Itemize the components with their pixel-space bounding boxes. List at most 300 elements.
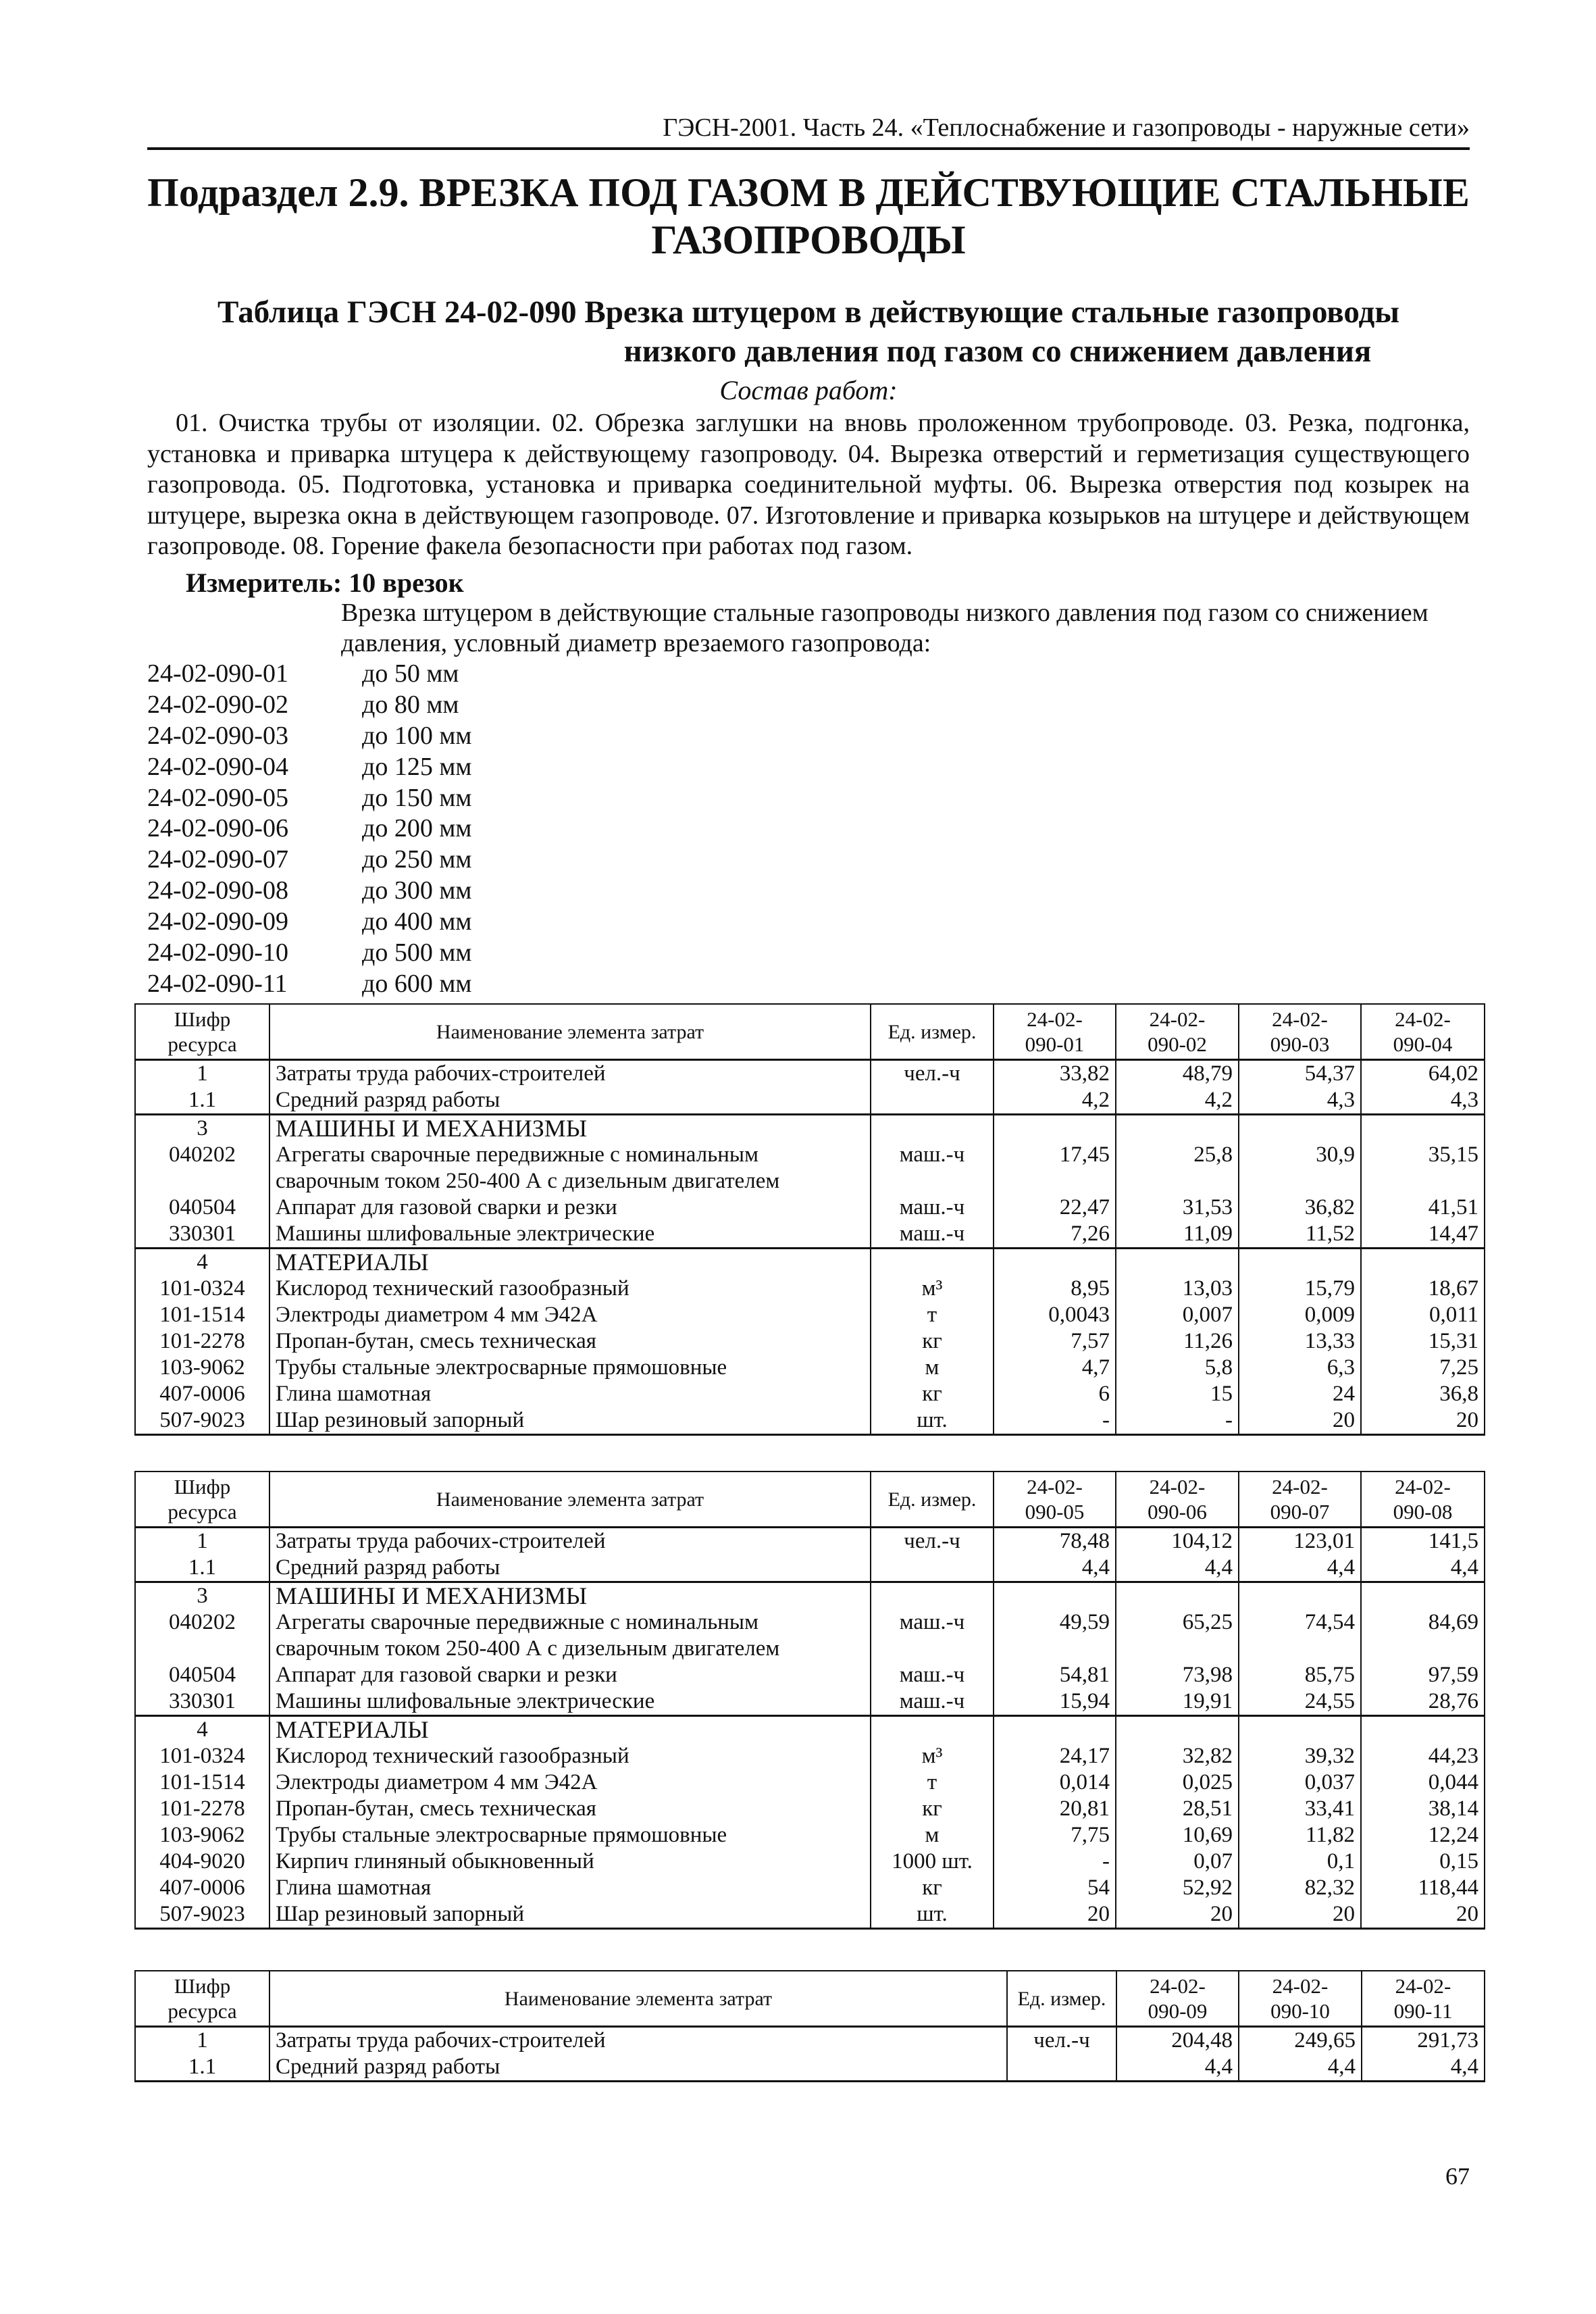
column-header-line: ресурса xyxy=(168,1999,237,2023)
resource-code: 4 xyxy=(135,1249,269,1276)
code-list-item xyxy=(147,876,471,907)
unit-cell xyxy=(871,1087,994,1115)
code-list-item xyxy=(147,938,471,969)
value-cell: 17,45 xyxy=(994,1142,1116,1168)
value-cell: 141,5 xyxy=(1361,1528,1485,1555)
value-cell xyxy=(1361,1115,1485,1142)
value-cell xyxy=(1239,1716,1361,1744)
cost-element-name: Машины шлифовальные электрические xyxy=(269,1221,871,1249)
value-cell: 10,69 xyxy=(1116,1822,1239,1848)
code-number: 24-02-090-11 xyxy=(147,969,288,998)
column-header-norm xyxy=(1239,1971,1362,2027)
column-header-line: 090-05 xyxy=(1025,1500,1085,1524)
table-row xyxy=(135,1115,1485,1142)
column-header-line: 24-02- xyxy=(1149,1475,1206,1499)
unit-cell: т xyxy=(871,1302,994,1328)
value-cell xyxy=(1239,1582,1361,1610)
unit-cell: маш.-ч xyxy=(871,1221,994,1249)
page-number: 67 xyxy=(1445,2163,1470,2190)
resource-code: 330301 xyxy=(135,1221,269,1249)
value-cell: 48,79 xyxy=(1116,1060,1239,1088)
resource-code: 101-2278 xyxy=(135,1796,269,1822)
column-header-line: 090-10 xyxy=(1270,1999,1330,2023)
value-cell: 11,52 xyxy=(1239,1221,1361,1249)
unit-cell: маш.-ч xyxy=(871,1688,994,1716)
column-header-name: Наименование элемента затрат xyxy=(269,1472,871,1528)
value-cell: 0,009 xyxy=(1239,1302,1361,1328)
column-header-line: 090-06 xyxy=(1148,1500,1207,1524)
value-cell: 22,47 xyxy=(994,1194,1116,1221)
section-title: МАТЕРИАЛЫ xyxy=(269,1716,871,1744)
value-cell xyxy=(1361,1716,1485,1744)
unit-cell: шт. xyxy=(871,1407,994,1435)
value-cell: 0,014 xyxy=(994,1769,1116,1796)
table-row xyxy=(135,1142,1485,1168)
value-cell: 4,3 xyxy=(1239,1087,1361,1115)
value-cell xyxy=(1116,1168,1239,1194)
value-cell: 82,32 xyxy=(1239,1875,1361,1901)
column-header-code xyxy=(135,1472,269,1528)
code-description: до 50 мм xyxy=(362,659,459,688)
value-cell: 36,82 xyxy=(1239,1194,1361,1221)
resource-code: 407-0006 xyxy=(135,1381,269,1407)
resource-code: 1.1 xyxy=(135,2054,269,2082)
value-cell: 35,15 xyxy=(1361,1142,1485,1168)
column-header-code xyxy=(135,1004,269,1060)
code-number: 24-02-090-07 xyxy=(147,845,288,874)
table-row xyxy=(135,1609,1485,1636)
value-cell: 4,7 xyxy=(994,1355,1116,1381)
code-number: 24-02-090-01 xyxy=(147,659,288,688)
value-cell: 41,51 xyxy=(1361,1194,1485,1221)
resource-code: 407-0006 xyxy=(135,1875,269,1901)
column-header-line: 090-02 xyxy=(1148,1032,1207,1056)
value-cell: 64,02 xyxy=(1361,1060,1485,1088)
value-cell xyxy=(994,1115,1116,1142)
cost-table-2 xyxy=(134,1471,1485,1930)
column-header-norm xyxy=(1361,1472,1485,1528)
value-cell: 78,48 xyxy=(994,1528,1116,1555)
cost-element-name: Агрегаты сварочные передвижные с номинальным xyxy=(269,1142,871,1168)
resource-code: 101-0324 xyxy=(135,1743,269,1769)
table-row xyxy=(135,1769,1485,1796)
table-row xyxy=(135,1848,1485,1875)
unit-cell xyxy=(871,1115,994,1142)
resource-code: 1 xyxy=(135,1528,269,1555)
table-row xyxy=(135,1168,1485,1194)
unit-cell: м³ xyxy=(871,1743,994,1769)
table-row xyxy=(135,1194,1485,1221)
value-cell: 0,007 xyxy=(1116,1302,1239,1328)
value-cell xyxy=(1116,1636,1239,1662)
value-cell: 15,94 xyxy=(994,1688,1116,1716)
value-cell: 20 xyxy=(1361,1407,1485,1435)
value-cell: 118,44 xyxy=(1361,1875,1485,1901)
resource-code: 101-2278 xyxy=(135,1328,269,1355)
column-header-norm xyxy=(1361,1004,1485,1060)
table-row xyxy=(135,1875,1485,1901)
value-cell xyxy=(1239,1636,1361,1662)
value-cell xyxy=(1361,1168,1485,1194)
value-cell: 0,0043 xyxy=(994,1302,1116,1328)
column-header-norm xyxy=(1239,1472,1361,1528)
value-cell: 15,31 xyxy=(1361,1328,1485,1355)
column-header-line: ресурса xyxy=(168,1500,237,1524)
code-number: 24-02-090-04 xyxy=(147,752,288,781)
column-header-unit: Ед. измер. xyxy=(871,1472,994,1528)
value-cell xyxy=(994,1582,1116,1610)
unit-cell: чел.-ч xyxy=(871,1528,994,1555)
value-cell: 28,76 xyxy=(1361,1688,1485,1716)
value-cell: 4,2 xyxy=(1116,1087,1239,1115)
column-header-unit: Ед. измер. xyxy=(1007,1971,1116,2027)
value-cell: 0,037 xyxy=(1239,1769,1361,1796)
code-list-item xyxy=(147,813,471,845)
section-title: МАШИНЫ И МЕХАНИЗМЫ xyxy=(269,1582,871,1610)
cost-element-name: Затраты труда рабочих-строителей xyxy=(269,1060,871,1088)
code-description: до 100 мм xyxy=(362,721,472,750)
column-header-line: 24-02- xyxy=(1395,1475,1451,1499)
value-cell: 44,23 xyxy=(1361,1743,1485,1769)
value-cell xyxy=(1116,1582,1239,1610)
unit-cell: кг xyxy=(871,1875,994,1901)
code-number: 24-02-090-09 xyxy=(147,907,288,936)
value-cell: 20 xyxy=(1116,1901,1239,1929)
code-number: 24-02-090-10 xyxy=(147,938,288,967)
resource-code: 404-9020 xyxy=(135,1848,269,1875)
value-cell: 31,53 xyxy=(1116,1194,1239,1221)
column-header-name: Наименование элемента затрат xyxy=(269,1004,871,1060)
cost-element-name: Машины шлифовальные электрические xyxy=(269,1688,871,1716)
value-cell: 18,67 xyxy=(1361,1276,1485,1302)
code-number: 24-02-090-03 xyxy=(147,721,288,750)
resource-code: 040202 xyxy=(135,1142,269,1168)
column-header-line: Шифр xyxy=(174,1007,231,1031)
value-cell: 104,12 xyxy=(1116,1528,1239,1555)
value-cell: 14,47 xyxy=(1361,1221,1485,1249)
code-description: до 200 мм xyxy=(362,814,472,843)
unit-cell xyxy=(1007,2054,1116,2082)
column-header-code xyxy=(135,1971,269,2027)
work-composition-heading: Состав работ: xyxy=(719,375,898,405)
value-cell xyxy=(994,1168,1116,1194)
cost-element-name: сварочным током 250-400 А с дизельным двигателем xyxy=(269,1636,871,1662)
column-header-line: 090-04 xyxy=(1393,1032,1453,1056)
column-header-line: 090-09 xyxy=(1148,1999,1208,2023)
value-cell: 54,37 xyxy=(1239,1060,1361,1088)
code-description: до 250 мм xyxy=(362,845,472,874)
value-cell: 24 xyxy=(1239,1381,1361,1407)
cost-element-name: Кирпич глиняный обыкновенный xyxy=(269,1848,871,1875)
code-number: 24-02-090-02 xyxy=(147,690,288,719)
value-cell: 4,4 xyxy=(1362,2054,1485,2082)
resource-code: 103-9062 xyxy=(135,1355,269,1381)
value-cell: 204,48 xyxy=(1116,2027,1239,2055)
meter-label: Измеритель: 10 врезок xyxy=(186,568,464,598)
resource-code: 507-9023 xyxy=(135,1407,269,1435)
cost-element-name: Аппарат для газовой сварки и резки xyxy=(269,1662,871,1688)
value-cell: 54 xyxy=(994,1875,1116,1901)
work-composition-text: 01. Очистка трубы от изоляции. 02. Обрезка заглушки на вновь проложенном трубопроводе. 03. Резка, подгонка, установка и приварка штуцера к действующему газопроводу. 04. Вырезка отверстий и герметизация существующего газопровода. 05. Подготовка, установка и приварка соединительной муфты. 06. Вырезка отверстия под козырек на штуцере, вырезка окна в действующем газопроводе. 07. Изготовление и приварка козырьков на штуцере и действующем газопроводе. 08. Горение факела безопасности при работах под газом. xyxy=(147,409,1470,560)
resource-code: 103-9062 xyxy=(135,1822,269,1848)
value-cell: 65,25 xyxy=(1116,1609,1239,1636)
value-cell: - xyxy=(994,1407,1116,1435)
value-cell xyxy=(1239,1168,1361,1194)
resource-code: 507-9023 xyxy=(135,1901,269,1929)
value-cell: 74,54 xyxy=(1239,1609,1361,1636)
value-cell: 19,91 xyxy=(1116,1688,1239,1716)
value-cell xyxy=(1116,1716,1239,1744)
code-list xyxy=(147,659,471,1000)
table-row xyxy=(135,1662,1485,1688)
value-cell: 4,2 xyxy=(994,1087,1116,1115)
unit-cell: маш.-ч xyxy=(871,1609,994,1636)
unit-cell: м³ xyxy=(871,1276,994,1302)
column-header-line: ресурса xyxy=(168,1032,237,1056)
resource-code: 3 xyxy=(135,1582,269,1610)
value-cell: 0,011 xyxy=(1361,1302,1485,1328)
value-cell: 20,81 xyxy=(994,1796,1116,1822)
value-cell: 20 xyxy=(1361,1901,1485,1929)
value-cell: 8,95 xyxy=(994,1276,1116,1302)
code-list-item xyxy=(147,690,471,721)
table-row xyxy=(135,1688,1485,1716)
value-cell: 39,32 xyxy=(1239,1743,1361,1769)
subsection-title xyxy=(147,169,1470,263)
column-header-line: 090-01 xyxy=(1025,1032,1085,1056)
cost-element-name: сварочным током 250-400 А с дизельным двигателем xyxy=(269,1168,871,1194)
unit-cell: т xyxy=(871,1769,994,1796)
value-cell: 33,82 xyxy=(994,1060,1116,1088)
column-header-line: 24-02- xyxy=(1149,1007,1206,1031)
cost-element-name: Глина шамотная xyxy=(269,1381,871,1407)
value-cell: 25,8 xyxy=(1116,1142,1239,1168)
cost-table-1 xyxy=(134,1003,1485,1436)
code-description: до 400 мм xyxy=(362,907,472,936)
cost-element-name: Шар резиновый запорный xyxy=(269,1407,871,1435)
value-cell: - xyxy=(994,1848,1116,1875)
value-cell xyxy=(1361,1249,1485,1276)
cost-element-name: Глина шамотная xyxy=(269,1875,871,1901)
table-row xyxy=(135,1901,1485,1929)
resource-code: 040504 xyxy=(135,1194,269,1221)
column-header-line: 24-02- xyxy=(1395,1007,1451,1031)
resource-code xyxy=(135,1636,269,1662)
column-header-line: 090-11 xyxy=(1393,1999,1453,2023)
value-cell xyxy=(1116,1249,1239,1276)
table-row xyxy=(135,1636,1485,1662)
value-cell: 32,82 xyxy=(1116,1743,1239,1769)
code-description: до 500 мм xyxy=(362,938,472,967)
value-cell: 7,75 xyxy=(994,1822,1116,1848)
value-cell: 4,3 xyxy=(1361,1087,1485,1115)
value-cell xyxy=(1361,1582,1485,1610)
cost-element-name: Трубы стальные электросварные прямошовные xyxy=(269,1822,871,1848)
value-cell: 11,26 xyxy=(1116,1328,1239,1355)
value-cell xyxy=(994,1636,1116,1662)
table-row xyxy=(135,1582,1485,1610)
value-cell: 97,59 xyxy=(1361,1662,1485,1688)
table-row xyxy=(135,1249,1485,1276)
table-row xyxy=(135,1796,1485,1822)
unit-cell: кг xyxy=(871,1328,994,1355)
value-cell: 33,41 xyxy=(1239,1796,1361,1822)
column-header-norm xyxy=(994,1472,1116,1528)
value-cell xyxy=(1116,1115,1239,1142)
value-cell: 38,14 xyxy=(1361,1796,1485,1822)
codes-intro: Врезка штуцером в действующие стальные газопроводы низкого давления под газом со снижением давления, условный диаметр врезаемого газопровода: xyxy=(341,599,1428,657)
value-cell: 28,51 xyxy=(1116,1796,1239,1822)
value-cell: 291,73 xyxy=(1362,2027,1485,2055)
resource-code xyxy=(135,1168,269,1194)
resource-code: 1.1 xyxy=(135,1087,269,1115)
code-description: до 300 мм xyxy=(362,876,472,905)
value-cell: 30,9 xyxy=(1239,1142,1361,1168)
code-description: до 600 мм xyxy=(362,969,472,998)
value-cell: 12,24 xyxy=(1361,1822,1485,1848)
column-header-line: 090-03 xyxy=(1270,1032,1330,1056)
unit-cell: маш.-ч xyxy=(871,1662,994,1688)
value-cell: 6 xyxy=(994,1381,1116,1407)
cost-element-name: Шар резиновый запорный xyxy=(269,1901,871,1929)
resource-code: 101-1514 xyxy=(135,1769,269,1796)
code-list-item xyxy=(147,907,471,938)
cost-element-name: Электроды диаметром 4 мм Э42А xyxy=(269,1302,871,1328)
value-cell xyxy=(994,1249,1116,1276)
table-row xyxy=(135,1407,1485,1435)
value-cell: 84,69 xyxy=(1361,1609,1485,1636)
column-header-line: 24-02- xyxy=(1272,1475,1328,1499)
column-header-line: 24-02- xyxy=(1272,1974,1329,1998)
unit-cell xyxy=(871,1716,994,1744)
resource-code: 1.1 xyxy=(135,1555,269,1582)
resource-code: 1 xyxy=(135,1060,269,1088)
code-description: до 80 мм xyxy=(362,690,459,719)
cost-element-name: Электроды диаметром 4 мм Э42А xyxy=(269,1769,871,1796)
table-row xyxy=(135,1555,1485,1582)
cost-element-name: Трубы стальные электросварные прямошовные xyxy=(269,1355,871,1381)
unit-cell: м xyxy=(871,1822,994,1848)
header-rule xyxy=(147,147,1470,150)
table-header-row xyxy=(135,1971,1485,2027)
unit-cell: кг xyxy=(871,1381,994,1407)
table-header-row xyxy=(135,1004,1485,1060)
resource-code: 040202 xyxy=(135,1609,269,1636)
value-cell: - xyxy=(1116,1407,1239,1435)
value-cell: 49,59 xyxy=(994,1609,1116,1636)
value-cell: 20 xyxy=(1239,1407,1361,1435)
code-list-item xyxy=(147,783,471,814)
value-cell xyxy=(1239,1249,1361,1276)
table-row xyxy=(135,1221,1485,1249)
unit-cell: маш.-ч xyxy=(871,1142,994,1168)
resource-code: 330301 xyxy=(135,1688,269,1716)
resource-code: 1 xyxy=(135,2027,269,2055)
unit-cell: м xyxy=(871,1355,994,1381)
table-row xyxy=(135,1302,1485,1328)
value-cell: 7,57 xyxy=(994,1328,1116,1355)
value-cell: 13,33 xyxy=(1239,1328,1361,1355)
column-header-line: 24-02- xyxy=(1027,1475,1083,1499)
resource-code: 101-0324 xyxy=(135,1276,269,1302)
value-cell: 0,1 xyxy=(1239,1848,1361,1875)
value-cell: 20 xyxy=(1239,1901,1361,1929)
table-row xyxy=(135,1087,1485,1115)
value-cell: 5,8 xyxy=(1116,1355,1239,1381)
value-cell: 85,75 xyxy=(1239,1662,1361,1688)
running-header: ГЭСН-2001. Часть 24. «Теплоснабжение и газопроводы - наружные сети» xyxy=(663,114,1470,142)
column-header-norm xyxy=(1116,1004,1239,1060)
value-cell: 4,4 xyxy=(1239,2054,1362,2082)
value-cell: 4,4 xyxy=(1116,2054,1239,2082)
value-cell: 11,82 xyxy=(1239,1822,1361,1848)
value-cell: 249,65 xyxy=(1239,2027,1362,2055)
value-cell: 20 xyxy=(994,1901,1116,1929)
value-cell: 6,3 xyxy=(1239,1355,1361,1381)
cost-element-name: Затраты труда рабочих-строителей xyxy=(269,2027,1007,2055)
cost-element-name: Пропан-бутан, смесь техническая xyxy=(269,1328,871,1355)
unit-cell: чел.-ч xyxy=(871,1060,994,1088)
column-header-norm xyxy=(1239,1004,1361,1060)
unit-cell: кг xyxy=(871,1796,994,1822)
column-header-line: 24-02- xyxy=(1150,1974,1206,1998)
cost-table-3 xyxy=(134,1970,1485,2082)
unit-cell xyxy=(871,1636,994,1662)
cost-element-name: Агрегаты сварочные передвижные с номинальным xyxy=(269,1609,871,1636)
subsection-title-line: ГАЗОПРОВОДЫ xyxy=(651,218,966,262)
column-header-line: Шифр xyxy=(174,1974,231,1998)
value-cell: 24,55 xyxy=(1239,1688,1361,1716)
table-title-line: Таблица ГЭСН 24-02-090 Врезка штуцером в действующие стальные газопроводы xyxy=(217,295,1399,330)
value-cell: 4,4 xyxy=(994,1555,1116,1582)
value-cell: 4,4 xyxy=(1361,1555,1485,1582)
value-cell: 13,03 xyxy=(1116,1276,1239,1302)
value-cell: 0,025 xyxy=(1116,1769,1239,1796)
table-row xyxy=(135,1355,1485,1381)
column-header-norm xyxy=(1362,1971,1485,2027)
section-title: МАТЕРИАЛЫ xyxy=(269,1249,871,1276)
value-cell: 15 xyxy=(1116,1381,1239,1407)
table-row xyxy=(135,1528,1485,1555)
column-header-name: Наименование элемента затрат xyxy=(269,1971,1007,2027)
code-list-item xyxy=(147,845,471,876)
column-header-line: 24-02- xyxy=(1395,1974,1451,1998)
table-row xyxy=(135,1276,1485,1302)
code-list-item xyxy=(147,969,471,1000)
table-row xyxy=(135,1060,1485,1088)
unit-cell: маш.-ч xyxy=(871,1194,994,1221)
column-header-norm xyxy=(994,1004,1116,1060)
column-header-line: 24-02- xyxy=(1272,1007,1328,1031)
column-header-line: 090-08 xyxy=(1393,1500,1453,1524)
cost-element-name: Средний разряд работы xyxy=(269,1555,871,1582)
value-cell: 4,4 xyxy=(1116,1555,1239,1582)
value-cell: 36,8 xyxy=(1361,1381,1485,1407)
table-row xyxy=(135,1381,1485,1407)
table-title-line: низкого давления под газом со снижением давления xyxy=(623,334,1372,369)
code-number: 24-02-090-06 xyxy=(147,814,288,843)
code-number: 24-02-090-05 xyxy=(147,783,288,812)
value-cell: 73,98 xyxy=(1116,1662,1239,1688)
table-title xyxy=(147,293,1470,371)
cost-element-name: Средний разряд работы xyxy=(269,2054,1007,2082)
table-row xyxy=(135,2054,1485,2082)
code-list-item xyxy=(147,659,471,690)
code-description: до 125 мм xyxy=(362,752,472,781)
value-cell: 54,81 xyxy=(994,1662,1116,1688)
table-row xyxy=(135,1743,1485,1769)
resource-code: 040504 xyxy=(135,1662,269,1688)
